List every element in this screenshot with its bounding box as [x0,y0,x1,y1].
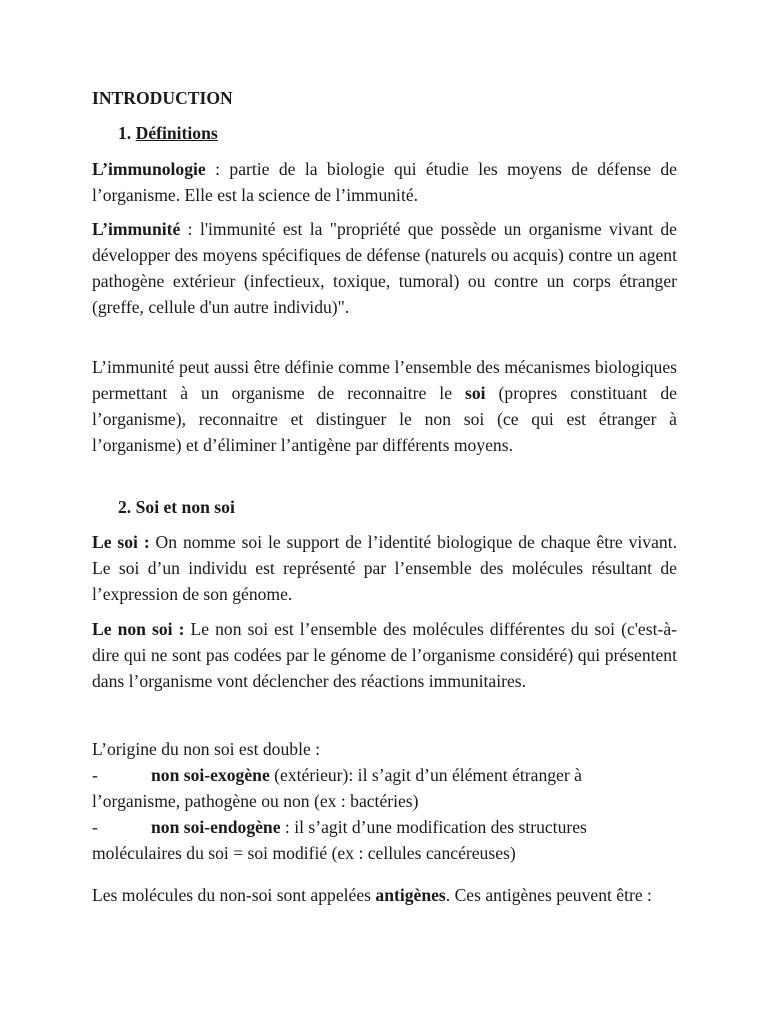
section-1-title: Définitions [135,123,218,143]
paragraph-le-non-soi: Le non soi : Le non soi est l’ensemble des molécules différentes du soi (c'est-à-dire qui ne sont pas codées par le génome de l’organisme considéré) qui présentent dans l’organisme vont déclencher des réactions immunitaires. [92,619,677,691]
term-non-soi-exogene: non soi-exogène [151,765,270,785]
section-2-number: 2. [118,497,132,517]
paragraph-le-soi: Le soi : On nomme soi le support de l’identité biologique de chaque être vivant. Le soi d’un individu est représenté par l’ensemble des molécules résultant de l’expression de son génome. [92,532,677,604]
list-dash: - [92,817,98,837]
paragraph-immunite: L’immunité : l'immunité est la "propriété que possède un organisme vivant de développer des moyens spécifiques de défense (naturels ou acquis) contre un agent pathogène extérieur (infectieux, toxique, tumoral) ou contre un corps étranger (greffe, cellule d'un autre individu)". [92,219,677,317]
term-le-non-soi: Le non soi : [92,619,185,639]
term-non-soi-endogene: non soi-endogène [151,817,281,837]
list-item-exogene: - non soi-exogène (extérieur): il s’agit d’un élément étranger à l’organisme, pathogène ou non (ex : bactéries) [92,762,672,814]
term-antigenes: antigènes [375,885,446,905]
term-immunologie: L’immunologie [92,159,206,179]
section-2-heading [118,494,718,520]
origine-intro: L’origine du non soi est double : [92,739,321,759]
term-le-soi: Le soi : [92,532,150,552]
paragraph-immunologie: L’immunologie : partie de la biologie qui étudie les moyens de défense de l’organisme. Elle est la science de l’immunité. [92,159,677,205]
term-immunite: L’immunité [92,219,181,239]
section-2-title: Soi et non soi [135,497,235,517]
paragraph-immunite-definition: L’immunité peut aussi être définie comme l’ensemble des mécanismes biologiques permettant à un organisme de reconnaitre le soi (propres constituant de l’organisme), reconnaitre et distinguer le non soi (ce qui est étranger à l’organisme) et d’éliminer l’antigène par différents moyens. [92,357,677,455]
term-soi: soi [465,383,486,403]
paragraph-antigenes: Les molécules du non-soi sont appelées antigènes. Ces antigènes peuvent être : [92,885,652,905]
list-dash: - [92,765,98,785]
paragraph-origine-non-soi [92,736,672,866]
document-heading: INTRODUCTION [92,88,233,108]
list-item-endogene: - non soi-endogène : il s’agit d’une modification des structures moléculaires du soi = soi modifié (ex : cellules cancéreuses) [92,814,672,866]
section-1-heading [118,120,718,146]
section-1-number: 1. [118,123,132,143]
